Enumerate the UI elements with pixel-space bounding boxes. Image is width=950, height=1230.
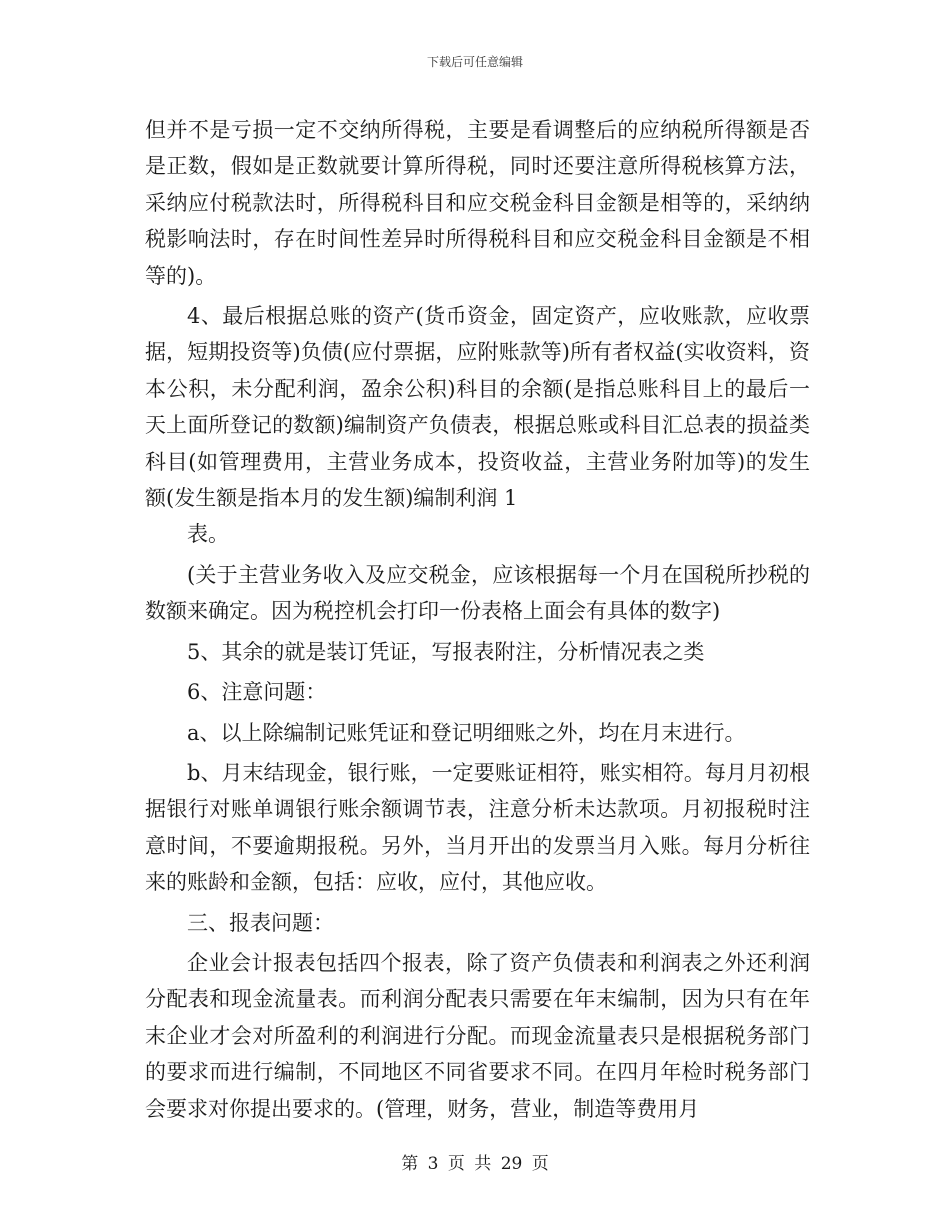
paragraph-tax-note: (关于主营业务收入及应交税金，应该根据每一个月在国税所抄税的数额来确定。因为税控机会打印一份表格上面会有具体的数字) (145, 562, 810, 624)
paragraph-item-a: a、以上除编制记账凭证和登记明细账之外，均在月末进行。 (187, 720, 746, 745)
page-footer: 第 3 页 共 29 页 (401, 1154, 549, 1174)
paragraph-reports: 企业会计报表包括四个报表，除了资产负债表和利润表之外还利润分配表和现金流量表。而利润分配表只需要在年末编制，因为只有在年末企业才会对所盈利的利润进行分配。而现金流量表只是根据税务部门的要求而进行编制，不同地区不同省要求不同。在四月年检时税务部门会要求对你提出要求的。(管理，财务，营业，制造等费用月 (145, 950, 810, 1121)
page-header: 下载后可任意编辑 (426, 55, 523, 69)
paragraph-step-4: 4、最后根据总账的资产(货币资金，固定资产，应收账款，应收票据，短期投资等)负债(应付票据，应附账款等)所有者权益(实收资料，资本公积，未分配利润，盈余公积)科目的余额(是指总账科目上的最后一天上面所登记的数额)编制资产负债表，根据总账或科目汇总表的损益类科目(如管理费用，主营业务成本，投资收益，主营业务附加等)的发生额(发生额是指本月的发生额)编制利润 1 (145, 304, 810, 511)
paragraph-income-tax: 但并不是亏损一定不交纳所得税，主要是看调整后的应纳税所得额是否是正数，假如是正数就要计算所得税，同时还要注意所得税核算方法，采纳应付税款法时，所得税科目和应交税金科目金额是相等的，采纳纳税影响法时，存在时间性差异时所得税科目和应交税金科目金额是不相等的)。 (145, 118, 810, 288)
paragraph-item-b: b、月末结现金，银行账，一定要账证相符，账实相符。每月月初根据银行对账单调银行账余额调节表，注意分析未达款项。月初报税时注意时间，不要逾期报税。另外，当月开出的发票当月入账。每月分析往来的账龄和金额，包括：应收，应付，其他应收。 (145, 760, 810, 895)
paragraph-step-6: 6、注意问题： (187, 680, 327, 705)
paragraph-step-5: 5、其余的就是装订凭证，写报表附注，分析情况表之类 (187, 639, 705, 664)
paragraph-table-end: 表。 (187, 522, 229, 547)
section-heading-reports: 三、报表问题： (187, 910, 334, 935)
document-body (145, 112, 810, 1127)
